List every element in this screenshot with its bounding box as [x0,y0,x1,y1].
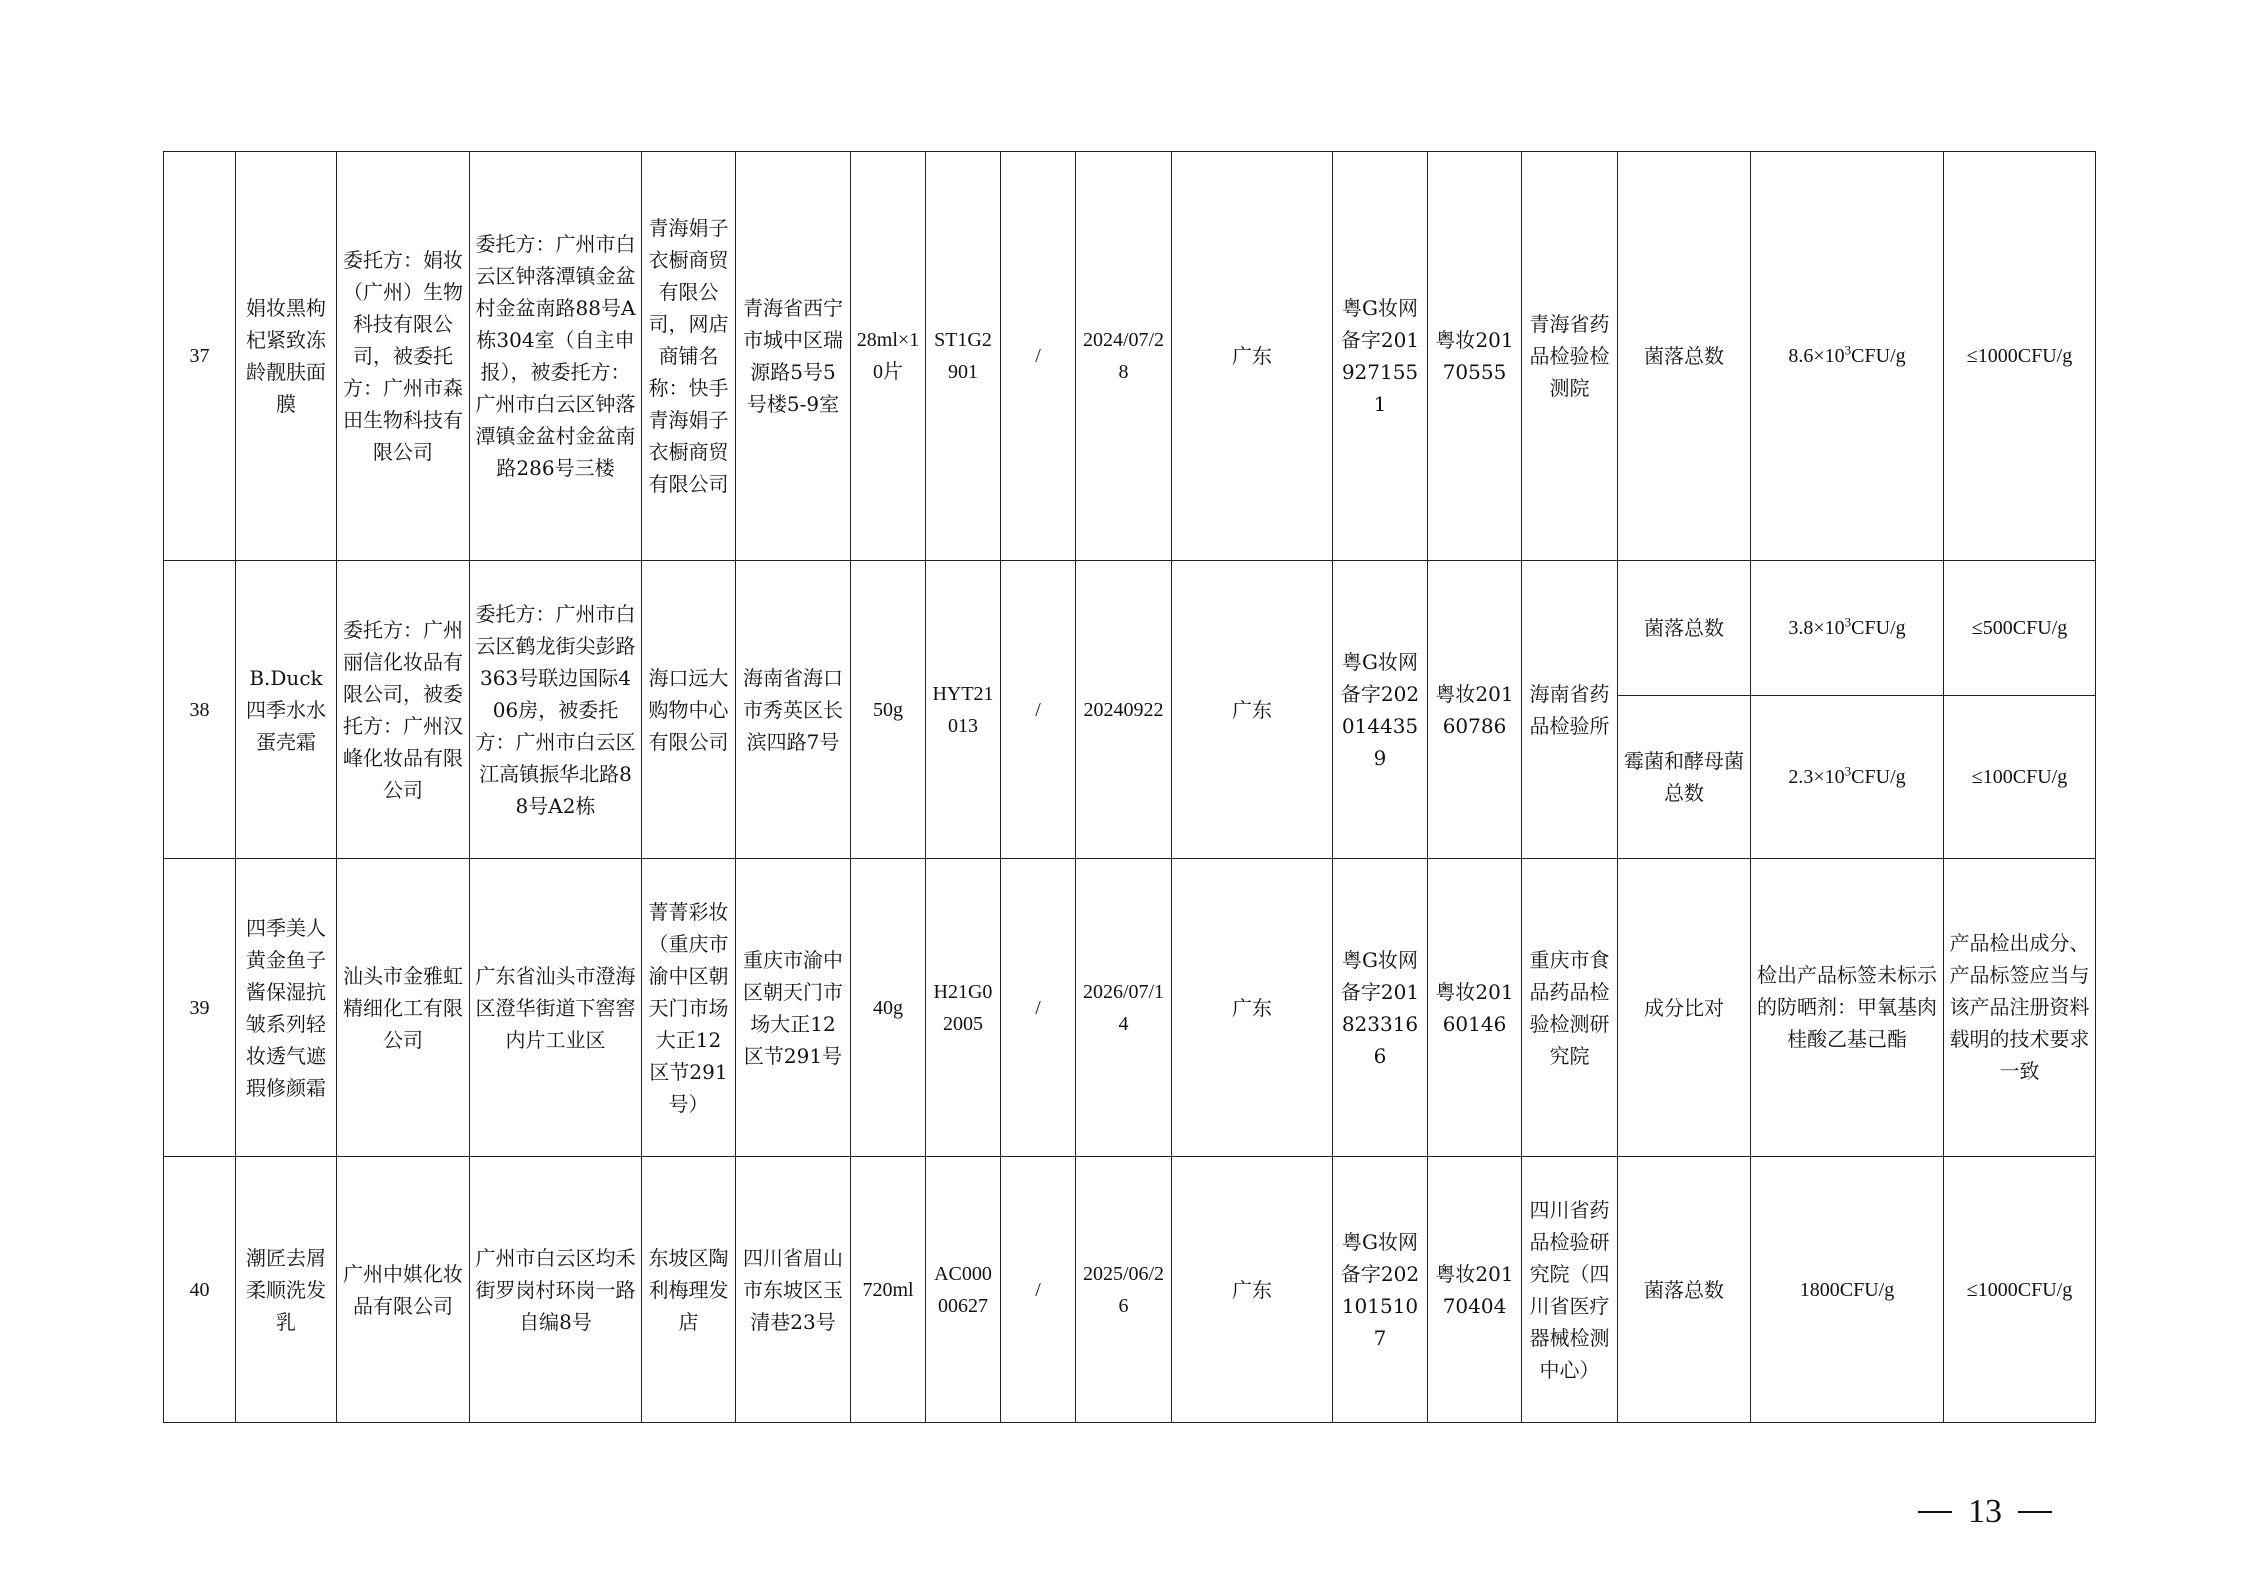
manufacturer-address: 广东省汕头市澄海区澄华街道下窖窖内片工业区 [475,963,636,1052]
test-item: 菌落总数 [1644,344,1724,368]
license-number-cell [1428,561,1522,859]
specification-cell [851,1157,926,1423]
product-name-cell [236,859,337,1157]
production-date: 2026/07/14 [1082,980,1165,1035]
product-name: 四季美人黄金鱼子酱保湿抗皱系列轻妆透气遮瑕修颜霜 [246,915,326,1100]
sampled-unit-cell [642,561,736,859]
row-number-cell [164,859,236,1157]
sampled-unit: 菁菁彩妆（重庆市渝中区朝天门市场大正12区节291号） [648,899,729,1116]
test-result: 1800CFU/g [1799,1278,1895,1301]
manufacturer-address: 委托方：广州市白云区鹤龙街尖彭路363号联边国际406房，被委托方：广州市白云区江高镇振华北路88号A2栋 [475,601,636,818]
production-date-cell [1076,859,1172,1157]
table-row [164,859,2096,1157]
manufacturer-address-cell [470,1157,642,1423]
batch-number: ST1G2901 [934,329,992,383]
table-row [164,561,2096,696]
testing-lab: 重庆市食品药品检验检测研究院 [1529,947,1610,1068]
test-item: 成分比对 [1644,995,1724,1020]
manufacturer-cell [337,152,470,561]
region: 广东 [1232,344,1272,368]
production-date-cell [1076,152,1172,561]
license-number: 粤妆20160146 [1435,979,1514,1036]
manufacturer-address: 委托方：广州市白云区钟落潭镇金盆村金盆南路88号A栋304室（自主申报），被委托方：广州市白云区钟落潭镇金盆村金盆南路286号三楼 [475,232,636,480]
trademark: / [1035,345,1041,367]
batch-number-cell [926,561,1001,859]
region-cell [1172,152,1333,561]
record-number: 粤G妆网备字2018233166 [1340,947,1420,1068]
sampled-unit: 海口远大购物中心有限公司 [648,665,729,754]
batch-number: HYT21013 [932,682,994,737]
test-item-cell [1618,859,1751,1157]
batch-number: AC00000627 [934,1262,992,1317]
manufacturer: 委托方：广州丽信化妆品有限公司，被委托方：广州汉峰化妆品有限公司 [343,617,463,802]
row-number-cell [164,561,236,859]
standard-value: ≤500CFU/g [1971,617,2068,639]
test-item: 菌落总数 [1644,616,1724,640]
row-number-cell [164,1157,236,1423]
manufacturer: 广州中娸化妆品有限公司 [343,1261,463,1318]
production-date: 20240922 [1083,698,1164,721]
trademark: / [1035,1278,1041,1301]
sampled-unit-address: 重庆市渝中区朝天门市场大正12区节291号 [743,947,843,1068]
license-number: 粤妆20160786 [1435,681,1514,738]
sampled-unit-cell [642,859,736,1157]
manufacturer-address-cell [470,152,642,561]
test-result: 2.3×10 [1788,766,1845,788]
test-item: 菌落总数 [1644,1277,1724,1302]
test-result-exponent: 3 [1844,342,1852,358]
batch-number-cell [926,1157,1001,1423]
row-number-cell [164,152,236,561]
record-number: 粤G妆网备字2020144359 [1340,649,1420,770]
sampled-unit: 青海娟子衣橱商贸有限公司，网店商铺名称：快手青海娟子衣橱商贸有限公司 [648,216,729,496]
license-number-cell [1428,859,1522,1157]
test-result: 3.8×10 [1788,617,1845,639]
license-number: 粤妆20170555 [1435,328,1514,384]
license-number-cell [1428,152,1522,561]
standard-value: ≤100CFU/g [1971,766,2068,788]
inspection-results-table [163,151,2096,1423]
standard-value: 产品检出成分、产品标签应当与该产品注册资料载明的技术要求一致 [1949,932,2090,1083]
page-number-footer [1910,1487,2060,1537]
manufacturer: 汕头市金雅虹精细化工有限公司 [343,963,463,1052]
row-number: 38 [189,698,210,721]
test-item-cell [1618,696,1751,859]
manufacturer-address-cell [470,561,642,859]
manufacturer-address-cell [470,859,642,1157]
test-result-unit: CFU/g [1851,766,1906,788]
trademark-cell [1001,859,1076,1157]
product-name: B.Duck四季水水蛋壳霜 [246,665,326,754]
sampled-unit-cell [642,1157,736,1423]
batch-number-cell [926,859,1001,1157]
testing-lab: 海南省药品检验所 [1529,681,1610,738]
record-number-cell [1333,859,1428,1157]
region: 广东 [1232,1277,1272,1302]
test-result-cell [1751,561,1944,696]
standard-value-cell [1944,1157,2096,1423]
region: 广东 [1232,697,1272,722]
batch-number-cell [926,152,1001,561]
specification: 28ml×10片 [856,329,920,383]
test-result-cell [1751,152,1944,561]
trademark: / [1035,996,1041,1019]
region: 广东 [1232,995,1272,1020]
sampled-unit-cell [642,152,736,561]
standard-value: ≤1000CFU/g [1966,1278,2073,1301]
sampled-unit-address-cell [736,1157,851,1423]
production-date-cell [1076,561,1172,859]
license-number-cell [1428,1157,1522,1423]
specification-cell [851,561,926,859]
specification: 720ml [862,1278,914,1301]
product-name: 娟妆黑枸杞紧致冻龄靓肤面膜 [246,296,326,416]
sampled-unit-address-cell [736,561,851,859]
region-cell [1172,1157,1333,1423]
sampled-unit-address: 青海省西宁市城中区瑞源路5号5号楼5-9室 [743,296,843,416]
manufacturer: 委托方：娟妆（广州）生物科技有限公司，被委托方：广州市森田生物科技有限公司 [343,248,463,464]
specification-cell [851,859,926,1157]
production-date: 2024/07/28 [1082,329,1165,383]
sampled-unit-address-cell [736,152,851,561]
record-number-cell [1333,1157,1428,1423]
testing-lab-cell [1522,859,1618,1157]
test-item-cell [1618,561,1751,696]
row-number: 37 [189,345,210,367]
sampled-unit: 东坡区陶利梅理发店 [648,1245,729,1334]
standard-value-cell [1944,696,2096,859]
standard-value-cell [1944,859,2096,1157]
table-row [164,1157,2096,1423]
row-number: 40 [189,1278,210,1301]
standard-value-cell [1944,152,2096,561]
specification-cell [851,152,926,561]
test-result: 检出产品标签未标示的防晒剂：甲氧基肉桂酸乙基己酯 [1757,964,1937,1051]
trademark-cell [1001,152,1076,561]
test-result-exponent: 3 [1844,763,1852,779]
test-result-exponent: 3 [1844,614,1852,630]
row-number: 39 [189,996,210,1019]
test-item: 霉菌和酵母菌总数 [1624,749,1744,805]
test-result-unit: CFU/g [1851,617,1906,639]
license-number: 粤妆20170404 [1435,1261,1514,1318]
testing-lab-cell [1522,561,1618,859]
page-number: 13 [1968,1493,2002,1530]
production-date: 2025/06/26 [1082,1262,1165,1317]
standard-value-cell [1944,561,2096,696]
test-result-cell [1751,1157,1944,1423]
batch-number: H21G02005 [933,980,993,1035]
specification: 50g [873,698,903,721]
manufacturer-cell [337,859,470,1157]
record-number-cell [1333,561,1428,859]
product-name-cell [236,152,337,561]
footer-dash-right [2018,1511,2052,1513]
product-name-cell [236,1157,337,1423]
production-date-cell [1076,1157,1172,1423]
test-result-cell [1751,696,1944,859]
testing-lab: 青海省药品检验检测院 [1529,312,1610,400]
test-result-unit: CFU/g [1851,345,1906,367]
record-number-cell [1333,152,1428,561]
test-result-cell [1751,859,1944,1157]
test-item-cell [1618,152,1751,561]
manufacturer-cell [337,561,470,859]
record-number: 粤G妆网备字2021015107 [1340,1229,1420,1350]
manufacturer-cell [337,1157,470,1423]
product-name-cell [236,561,337,859]
testing-lab-cell [1522,1157,1618,1423]
trademark-cell [1001,561,1076,859]
test-result: 8.6×10 [1788,345,1845,367]
testing-lab: 四川省药品检验研究院（四川省医疗器械检测中心） [1529,1197,1610,1382]
sampled-unit-address-cell [736,859,851,1157]
sampled-unit-address: 海南省海口市秀英区长滨四路7号 [743,665,843,754]
footer-dash-left [1918,1511,1952,1513]
testing-lab-cell [1522,152,1618,561]
record-number: 粤G妆网备字2019271551 [1340,296,1420,416]
product-name: 潮匠去屑柔顺洗发乳 [246,1245,326,1334]
trademark: / [1035,698,1041,721]
sampled-unit-address: 四川省眉山市东坡区玉清巷23号 [743,1245,843,1334]
test-item-cell [1618,1157,1751,1423]
trademark-cell [1001,1157,1076,1423]
table-row [164,152,2096,561]
specification: 40g [873,996,903,1019]
manufacturer-address: 广州市白云区均禾街罗岗村环岗一路自编8号 [475,1245,636,1334]
standard-value: ≤1000CFU/g [1966,345,2073,367]
region-cell [1172,859,1333,1157]
region-cell [1172,561,1333,859]
